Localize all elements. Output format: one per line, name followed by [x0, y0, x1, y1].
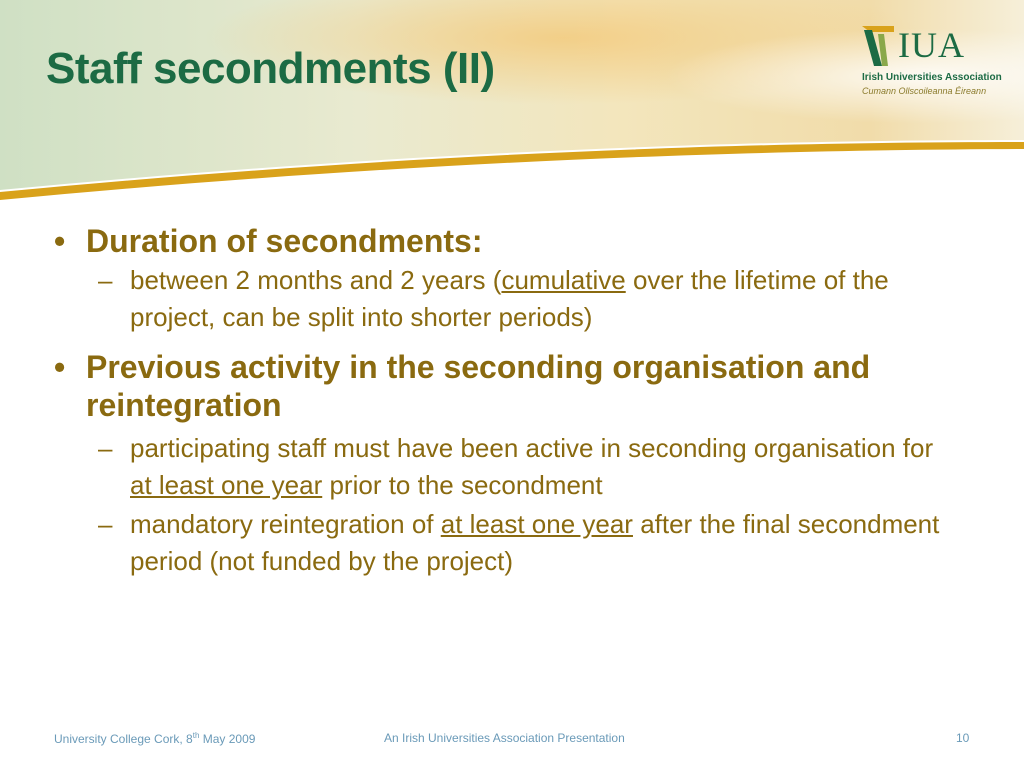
bullet-heading: Previous activity in the seconding organisation and reintegration [86, 349, 871, 423]
sub-bullet-duration-range [48, 262, 948, 336]
slide-title: Staff secondments (II) [46, 44, 495, 93]
sub-text-underlined: cumulative [501, 265, 626, 295]
sub-text: after the final secondment period (not funded by the project) [130, 509, 940, 576]
footer-presentation-name: An Irish Universities Association Presentation [384, 731, 625, 745]
bullet-duration [48, 222, 948, 260]
sub-text-underlined: at least one year [440, 509, 633, 539]
bullet-heading: Duration of secondments: [86, 223, 483, 259]
dash-symbol: – [98, 509, 113, 539]
logo-text: IUA [898, 25, 965, 65]
bullet-previous-activity [48, 348, 948, 424]
sub-bullet-active-staff [48, 430, 948, 504]
sub-text-underlined: at least one year [130, 470, 323, 500]
sub-text: prior to the secondment [322, 470, 603, 500]
logo-subtitle-english: Irish Universities Association [862, 72, 1002, 83]
slide-content [48, 222, 948, 582]
dash-symbol: – [98, 433, 113, 463]
footer-venue-date: University College Cork, 8th May 2009 [54, 731, 256, 746]
bullet-symbol: • [54, 349, 66, 385]
logo-subtitle-irish: Cumann Ollscoileanna Éireann [862, 86, 987, 96]
iua-harp-icon [860, 24, 896, 68]
iua-logo [858, 24, 1000, 104]
sub-text: between 2 months and 2 years ( [130, 265, 502, 295]
footer-page-number: 10 [956, 731, 970, 745]
sub-text: participating staff must have been active in seconding organisation for [130, 433, 934, 463]
sub-bullet-reintegration [48, 506, 948, 580]
sub-text: mandatory reintegration of [130, 509, 441, 539]
dash-symbol: – [98, 265, 113, 295]
sub-text: over the lifetime of the project, can be split into shorter periods) [130, 265, 889, 332]
bullet-symbol: • [54, 223, 66, 259]
